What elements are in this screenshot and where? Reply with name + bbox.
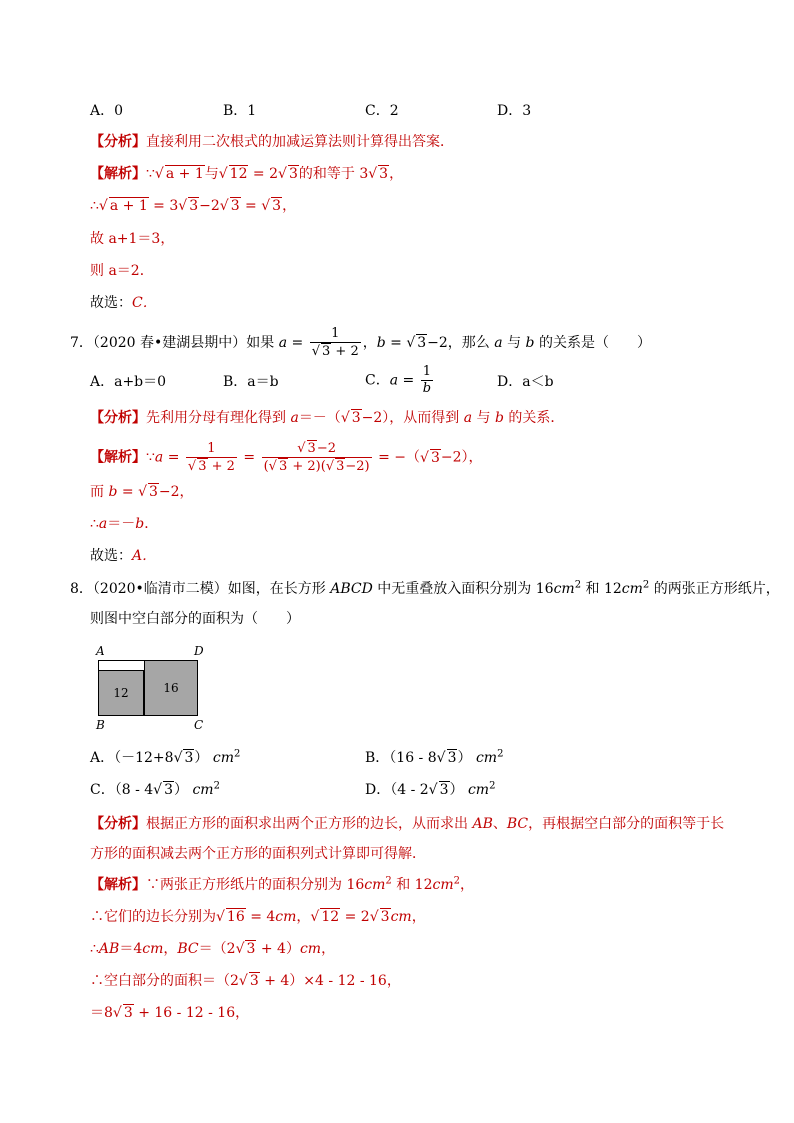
radicand: a + 1 (109, 198, 148, 214)
text: ， (282, 198, 297, 214)
radicand: 16 (226, 909, 245, 925)
q8-solution-line-4: ∴空白部分的面积＝（2√ 3 + 4）×4 - 12 - 16， (90, 973, 401, 989)
var: BC (177, 941, 199, 957)
var: a (389, 372, 399, 389)
superscript: 2 (642, 579, 650, 591)
text: ） (449, 782, 464, 798)
superscript: 2 (233, 748, 241, 760)
radicand: 3 (123, 1005, 133, 1021)
radicand: 3 (380, 909, 390, 925)
q8-analysis-line-2: 方形的面积减去两个正方形的面积列式计算即可得解． (90, 846, 426, 862)
superscript: 2 (453, 875, 460, 887)
radicand: 12 (229, 166, 248, 182)
text: ＝（2 (198, 941, 236, 957)
superscript: 2 (497, 748, 504, 760)
q8-solution-line-3: ∴AB＝4cm，BC＝（2√ 3 + 4）cm， (90, 941, 336, 957)
var: a (98, 516, 108, 532)
var: AB (98, 941, 120, 957)
q8-option-b: B．（16 - 8√ 3） $cm^2$ (365, 748, 504, 766)
fraction: $\frac{√ 3-2}{(√ 3 + 2)(√ 3-2)}$ (263, 441, 370, 474)
superscript: 2 (489, 780, 496, 792)
text: B．（16 - 8 (365, 750, 437, 766)
radicand: 3 (447, 750, 457, 766)
text: 与 (204, 166, 219, 182)
text: 的关系是（ ） (534, 335, 651, 351)
text: ∴ (90, 198, 99, 214)
var: a (494, 335, 503, 351)
q8-figure (90, 642, 220, 737)
text: −2，那么 (427, 335, 495, 351)
square-small-label: 12 (113, 686, 129, 700)
text: 和 12 (581, 581, 622, 597)
text: = (385, 335, 407, 351)
q8-solution-line-5: ＝8√ 3 + 16 - 12 - 16， (90, 1005, 250, 1021)
radicand: 3 (288, 166, 298, 182)
text: 故选： (90, 548, 132, 564)
radicand: 3 (184, 750, 194, 766)
text: = (117, 484, 139, 500)
text: ＝4 (119, 941, 143, 957)
square-big-label: 16 (163, 681, 179, 695)
text: ． (144, 516, 159, 532)
text: ∵ (146, 166, 155, 182)
superscript: 2 (213, 780, 220, 792)
analysis-tag: 【分析】 (90, 410, 146, 426)
text: ，再根据空白部分的面积等于长 (528, 816, 725, 832)
var: b (376, 335, 386, 351)
q7-solution-line-4 (90, 546, 156, 566)
label-c: C (194, 718, 204, 732)
text: = (287, 335, 308, 351)
q6-solution-line-4: 则 a＝2． (90, 263, 154, 279)
unit: cm (621, 581, 643, 597)
radicand: 3 (336, 459, 345, 474)
unit: cm (142, 941, 164, 957)
text: 先利用分母有理化得到 (146, 410, 291, 426)
var: b (495, 410, 504, 426)
text: ， (459, 877, 474, 893)
text: 根据正方形的面积求出两个正方形的边长，从而求出 (146, 816, 473, 832)
text: 的两张正方形纸片， (649, 581, 780, 597)
text: ， (411, 909, 426, 925)
text: = (238, 449, 260, 466)
unit: cm (553, 581, 575, 597)
text: + 2)( (288, 459, 326, 474)
radicand: 3 (278, 459, 288, 474)
analysis-tag: 【分析】 (90, 134, 146, 150)
unit: cm (390, 909, 412, 925)
text: = (240, 198, 262, 214)
text: 7．（2020 春•建湖县期中）如果 (70, 335, 279, 351)
text: ） (194, 750, 209, 766)
denominator: b (422, 381, 432, 396)
q8-option-d: D．（4 - 2√ 3） $cm^2$ (365, 780, 496, 798)
text: 与 (502, 335, 526, 351)
text: ） (457, 750, 472, 766)
var: a (278, 335, 288, 351)
var: BC (506, 816, 529, 832)
text: 而 (90, 484, 109, 500)
q8-solution-line-2: ∴它们的边长分别为√ 16 = 4cm，√ 12 = 2√ 3cm， (90, 909, 426, 925)
numerator: 1 (331, 326, 340, 341)
text: ， (163, 941, 178, 957)
q7-solution-line-1: 【解析】∵a = $\frac{1}{√ 3 + 2}$ = $\frac{√ 3-2}{(√ 3 + 2)(√ 3-2)}$ = −（√ 3−2）， (90, 440, 483, 474)
var: a (290, 410, 299, 426)
text: ， (389, 166, 404, 182)
text: = 2 (340, 909, 370, 925)
q7-option-a: A．a+b＝0 (90, 374, 167, 390)
q8-option-a: A．（－12+8√ 3） $cm^2$ (90, 748, 241, 766)
q7-analysis: 【分析】先利用分母有理化得到 a＝－（√ 3−2），从而得到 a 与 b 的关系． (90, 410, 565, 426)
text: ( (263, 459, 269, 474)
radicand: 3 (379, 166, 389, 182)
radicand: 3 (246, 941, 256, 957)
q8-stem-line-1 (70, 579, 780, 599)
text: C．（8 - 4 (90, 782, 154, 798)
text: −2 (199, 198, 220, 214)
q8-analysis-line-1 (90, 814, 724, 834)
fraction (421, 364, 433, 397)
radicand: 3 (322, 344, 331, 359)
q7-solution-line-2: 而 b = √ 3−2， (90, 484, 194, 500)
unit: cm (467, 782, 490, 798)
fraction: $\frac{1}{√ 3 + 2}$ (311, 326, 359, 359)
unit: cm (364, 877, 386, 893)
radicand: 3 (230, 198, 240, 214)
text: ， (296, 909, 311, 925)
var: a (154, 449, 164, 466)
text: = −（ (373, 449, 421, 466)
solution-tag: 【解析】 (90, 166, 146, 182)
text: −2) (345, 459, 370, 474)
q6-solution-line-5 (90, 293, 157, 313)
q6-solution-line-3: 故 a+1＝3， (90, 231, 175, 247)
unit: cm (475, 750, 498, 766)
radicand: 3 (439, 782, 449, 798)
q6-option-d: D．3 (497, 103, 532, 119)
radicand: 3 (351, 410, 361, 426)
text: −2）， (440, 449, 483, 466)
label-a: A (96, 644, 105, 658)
unit: cm (432, 877, 454, 893)
answer: A． (132, 548, 157, 564)
numerator: 1 (207, 440, 216, 456)
q8-solution-line-1 (90, 875, 474, 895)
radicand: 3 (198, 458, 207, 474)
text: = 2 (248, 166, 279, 182)
text: ， (321, 941, 336, 957)
var: a (463, 410, 473, 426)
text: A．（－12+8 (90, 750, 174, 766)
text: ） (174, 782, 189, 798)
q7-solution-line-3 (90, 514, 158, 534)
text: 中无重叠放入面积分别为 16 (372, 581, 554, 597)
q7-option-c (365, 364, 435, 397)
unit: cm (212, 750, 234, 766)
unit: cm (192, 782, 214, 798)
superscript: 2 (574, 579, 582, 591)
q8-option-c: C．（8 - 4√ 3） $cm^2$ (90, 780, 220, 798)
radicand: 3 (272, 198, 282, 214)
q6-option-b: B．1 (223, 103, 257, 119)
text: C． (365, 372, 390, 389)
text: ＝8 (90, 1005, 113, 1021)
analysis-tag: 【分析】 (90, 816, 146, 832)
text: −2， (158, 484, 194, 500)
q6-option-c: C．2 (365, 103, 399, 119)
text: ∴ (90, 941, 99, 957)
text: + 2 (207, 458, 235, 474)
text: −2），从而得到 (361, 410, 464, 426)
text: + 2 (331, 344, 359, 359)
text: ， (362, 335, 377, 351)
q6-solution-line-1: 【解析】∵√ a + 1与√ 12 = 2√ 3的和等于 3√ 3， (90, 166, 404, 182)
numerator: 1 (422, 364, 432, 379)
answer: C． (132, 295, 157, 311)
q6-option-a: A．0 (90, 103, 124, 119)
var: ABCD (330, 581, 373, 597)
fraction: $\frac{1}{√ 3 + 2}$ (187, 440, 235, 474)
text: ＝－ (107, 516, 136, 532)
var: b (525, 335, 535, 351)
radicand: 3 (417, 335, 427, 351)
text: D．（4 - 2 (365, 782, 429, 798)
analysis-text: 直接利用二次根式的加减运算法则计算得出答案． (146, 134, 454, 150)
radicand: 3 (249, 973, 259, 989)
radicand: 3 (307, 441, 316, 456)
text: 的关系． (503, 410, 565, 426)
text: ∴空白部分的面积＝（2 (90, 973, 239, 989)
q7-stem: 7．（2020 春•建湖县期中）如果 a = $\frac{1}{√ 3 + 2}$ ，b = √ 3−2，那么 a 与 b 的关系是（ ） (70, 326, 651, 359)
unit: cm (275, 909, 297, 925)
var: AB (472, 816, 493, 832)
text: ∴ (90, 516, 99, 532)
text: 8．（2020•临清市二模）如图，在长方形 (70, 581, 331, 597)
q7-option-d: D．a＜b (497, 374, 554, 390)
text: ∵ (146, 449, 155, 466)
radicand: a + 1 (165, 166, 204, 182)
q6-solution-line-2: ∴√ a + 1 = 3√ 3−2√ 3 = √ 3， (90, 198, 297, 214)
text: −2 (316, 441, 336, 456)
text: ∴它们的边长分别为 (90, 909, 216, 925)
superscript: 2 (385, 875, 392, 887)
q8-stem-line-2: 则图中空白部分的面积为（ ） (90, 611, 300, 627)
square-big (144, 660, 198, 716)
radicand: 12 (321, 909, 340, 925)
radicand: 3 (148, 484, 158, 500)
text: ＝－（ (298, 410, 341, 426)
text: 和 12 (391, 877, 433, 893)
text: 、 (492, 816, 507, 832)
text: 故选： (90, 295, 132, 311)
radicand: 3 (430, 449, 440, 466)
text: = 3 (148, 198, 179, 214)
var: b (108, 484, 118, 500)
label-d: D (194, 644, 204, 658)
label-b: B (96, 718, 105, 732)
text: + 4） (256, 941, 300, 957)
var: b (135, 516, 145, 532)
q7-option-b: B．a＝b (223, 374, 279, 390)
text: ∵两张正方形纸片的面积分别为 16 (146, 877, 365, 893)
text: 的和等于 3 (298, 166, 369, 182)
text: = (163, 449, 184, 466)
radicand: 3 (189, 198, 199, 214)
radicand: 3 (164, 782, 174, 798)
text: + 16 - 12 - 16， (133, 1005, 250, 1021)
solution-tag: 【解析】 (90, 877, 146, 893)
text: = 4 (245, 909, 276, 925)
text: = (398, 372, 419, 389)
solution-tag: 【解析】 (90, 449, 146, 466)
text: 与 (472, 410, 496, 426)
q6-analysis (90, 132, 454, 152)
unit: cm (299, 941, 322, 957)
text: + 4）×4 - 12 - 16， (259, 973, 401, 989)
square-small (98, 670, 144, 716)
